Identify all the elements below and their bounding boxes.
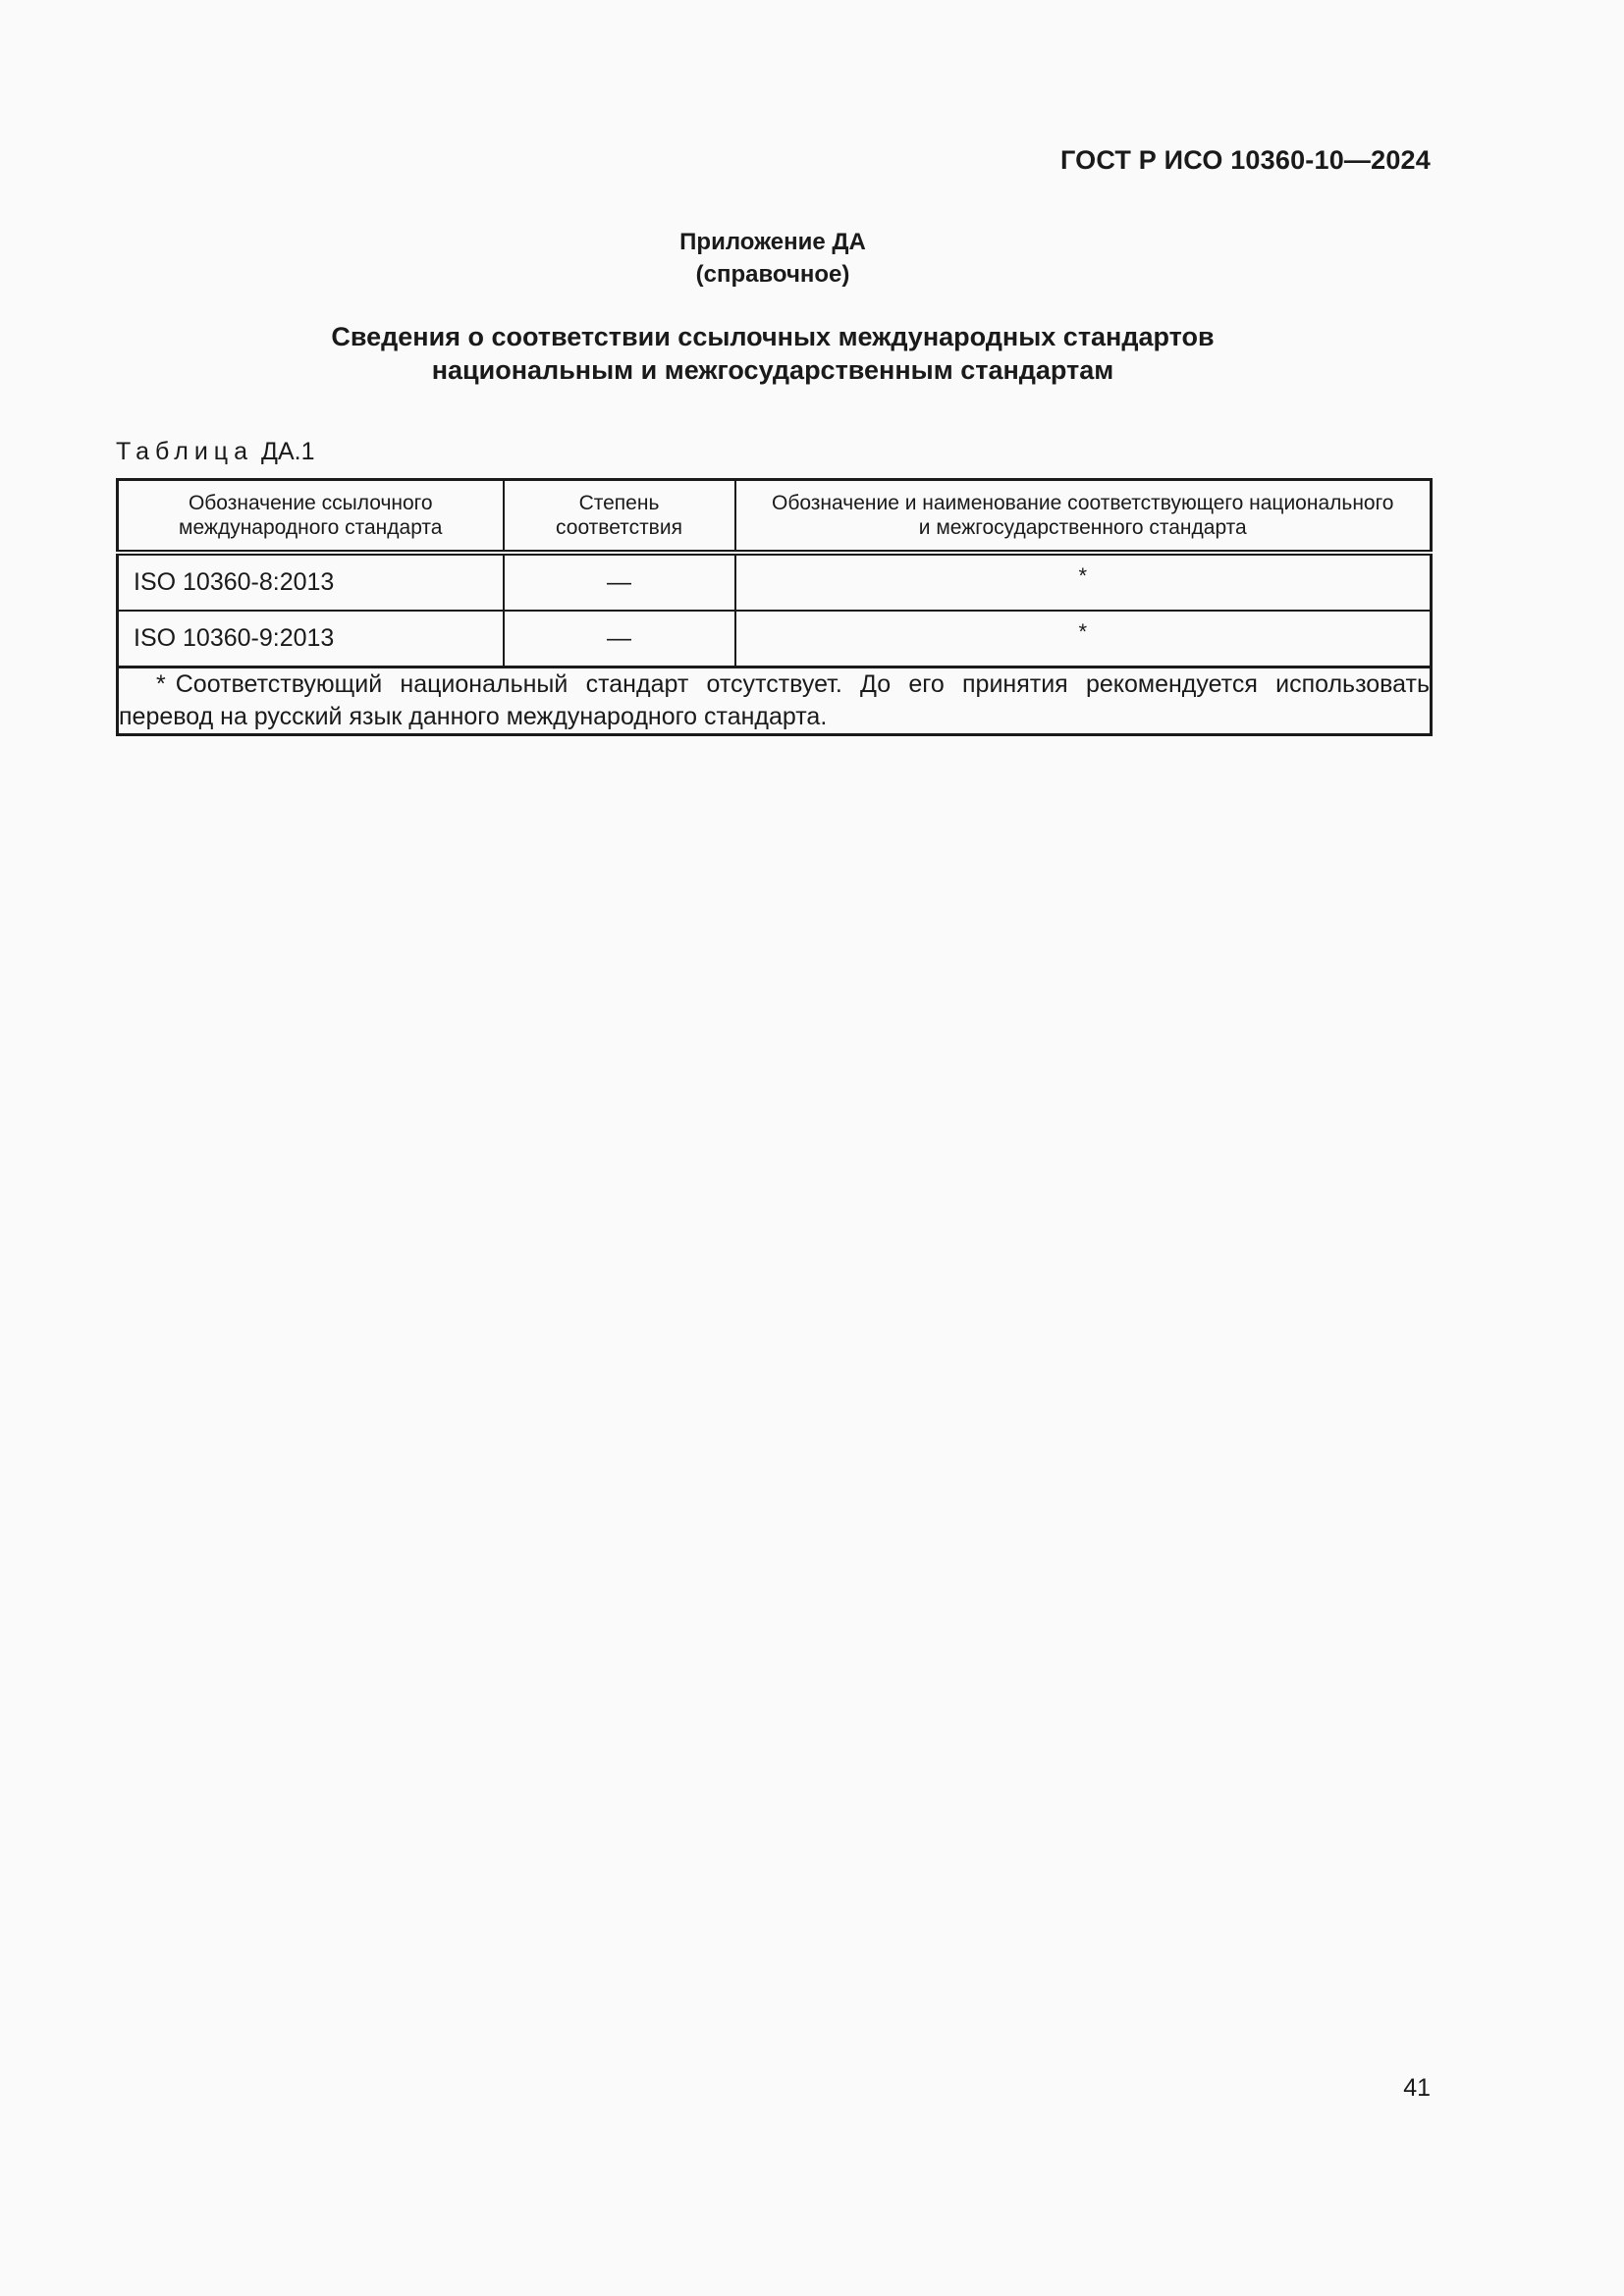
appendix-header (0, 226, 1545, 291)
section-heading (0, 320, 1545, 387)
header-reference-standard: Обозначение ссылочного международного стандарта (118, 480, 504, 554)
table-row (118, 553, 1432, 611)
cell-standard: ISO 10360-8:2013 (118, 553, 504, 611)
cell-degree: — (504, 611, 735, 667)
table-caption (116, 438, 315, 466)
header-national-standard: Обозначение и наименование соответствующего национального и межгосударственного стандарта (735, 480, 1432, 554)
footnote-text: Соответствующий национальный стандарт отсутствует. До его принятия рекомендуется использовать перевод на русский язык данного международного стандарта. (119, 670, 1430, 730)
cell-national: * (735, 611, 1432, 667)
footnote-mark: * (156, 670, 166, 698)
header-degree-of-correspondence: Степень соответствия (504, 480, 735, 554)
appendix-title: Приложение ДА (679, 229, 866, 255)
heading-line-1: Сведения о соответствии ссылочных международных стандартов (331, 322, 1215, 351)
table-header-row (118, 480, 1432, 554)
appendix-subtitle: (справочное) (695, 261, 850, 288)
cell-standard: ISO 10360-9:2013 (118, 611, 504, 667)
cell-national: * (735, 553, 1432, 611)
cell-degree: — (504, 553, 735, 611)
table-row (118, 611, 1432, 667)
table-caption-word: Таблица (116, 438, 254, 465)
page-number: 41 (1403, 2074, 1431, 2102)
heading-line-2: национальным и межгосударственным стандартам (431, 355, 1114, 385)
correspondence-table (116, 478, 1433, 736)
table-caption-number: ДА.1 (261, 438, 315, 465)
table-footnote (118, 667, 1432, 735)
table-footnote-row (118, 667, 1432, 735)
document-code: ГОСТ Р ИСО 10360-10—2024 (1060, 145, 1431, 175)
